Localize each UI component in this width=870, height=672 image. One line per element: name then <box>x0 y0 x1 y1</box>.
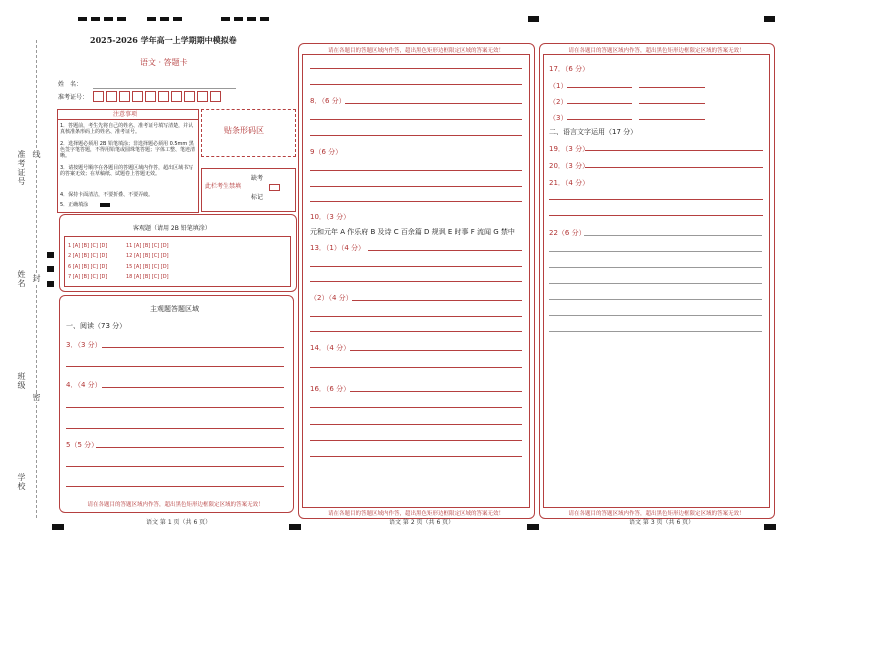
choice-row[interactable]: 18 [A] [B] [C] [D] <box>126 274 169 280</box>
answer-line[interactable] <box>639 103 705 104</box>
page-footer: 语文 第 2 页（共 6 页） <box>389 519 455 526</box>
choice-row[interactable]: 6 [A] [B] [C] [D] <box>68 264 108 270</box>
absent-mark-label: 标记 <box>251 194 264 201</box>
answer-line[interactable] <box>567 119 632 120</box>
position-marker <box>289 524 301 530</box>
barcode-label: 贴条形码区 <box>224 126 264 135</box>
question-label: 19．（3 分） <box>549 145 590 153</box>
composition-line[interactable] <box>584 235 762 236</box>
position-marker <box>528 16 539 22</box>
objective-title: 客观题（请用 2B 铅笔填涂） <box>133 225 211 232</box>
answer-line[interactable] <box>368 250 522 251</box>
fill-example-mark <box>100 203 110 207</box>
position-marker <box>247 17 256 21</box>
seal-label: 密 <box>32 393 41 402</box>
absent-box <box>201 168 296 212</box>
notice-divider <box>57 119 198 120</box>
choice-row[interactable]: 2 [A] [B] [C] [D] <box>68 253 108 259</box>
answer-line[interactable] <box>310 135 522 136</box>
position-marker <box>104 17 113 21</box>
card-subtitle: 语文 · 答题卡 <box>140 58 188 67</box>
answer-line[interactable] <box>585 150 763 151</box>
choice-row[interactable]: 1 [A] [B] [C] [D] <box>68 243 108 249</box>
question-label: 3．（3 分） <box>66 341 102 349</box>
position-marker <box>221 17 230 21</box>
notice-item: 3．请按题号顺序在各题目的答题区域内作答，超出区域书写的答案无效；在草稿纸、试题卷上答题无效。 <box>60 165 194 177</box>
answer-line[interactable] <box>350 350 522 351</box>
region-warning: 请在各题目的答题区域内作答，超出黑色矩形边框限定区域的答案无效！ <box>87 502 264 508</box>
question-label: 10．（3 分） <box>310 213 351 221</box>
answer-line[interactable] <box>310 68 522 69</box>
notice-item: 5．正确填涂 <box>60 202 89 208</box>
region-warning: 请在各题目的答题区域内作答，超出黑色矩形边框限定区域的答案无效！ <box>327 511 504 517</box>
choice-row[interactable]: 15 [A] [B] [C] [D] <box>126 264 169 270</box>
choice-row[interactable]: 11 [A] [B] [C] [D] <box>126 243 169 249</box>
choice-row[interactable]: 7 [A] [B] [C] [D] <box>68 274 108 280</box>
question-label: 8．（6 分） <box>310 97 346 105</box>
answer-line[interactable] <box>585 167 763 168</box>
side-label-class: 班级 <box>17 372 26 390</box>
question-label: 5（5 分） <box>66 441 99 449</box>
position-marker <box>764 16 775 22</box>
name-field[interactable] <box>93 88 236 89</box>
answer-line[interactable] <box>66 366 284 367</box>
question-label: 20．（3 分） <box>549 162 590 170</box>
region-warning: 请在各题目的答题区域内作答，超出黑色矩形边框限定区域的答案无效！ <box>568 48 745 54</box>
answer-line[interactable] <box>310 407 522 408</box>
position-marker <box>91 17 100 21</box>
question-label: 16．（6 分） <box>310 385 351 393</box>
answer-panel-3-inner <box>543 54 770 508</box>
notice-item: 4．保持卡面清洁，不要折叠、不要弄破。 <box>60 192 154 198</box>
answer-line[interactable] <box>310 201 522 202</box>
answer-line[interactable] <box>310 331 522 332</box>
answer-line[interactable] <box>310 456 522 457</box>
side-label-ticket: 准考证号 <box>17 150 26 186</box>
position-marker <box>47 281 54 287</box>
composition-line[interactable] <box>549 331 762 332</box>
position-marker <box>764 524 776 530</box>
question-label: 9（6 分） <box>310 148 343 156</box>
position-marker <box>47 252 54 258</box>
absent-checkbox[interactable] <box>269 184 280 191</box>
answer-line[interactable] <box>639 119 705 120</box>
question-label: 22（6 分） <box>549 229 586 237</box>
composition-line[interactable] <box>549 315 762 316</box>
composition-line[interactable] <box>549 299 762 300</box>
answer-line[interactable] <box>310 316 522 317</box>
question-label: 21．（4 分） <box>549 179 590 187</box>
sub-question-label: （1） <box>549 82 568 90</box>
answer-line[interactable] <box>549 199 763 200</box>
answer-line[interactable] <box>310 440 522 441</box>
page-footer: 语文 第 1 页（共 6 页） <box>146 519 212 526</box>
answer-line[interactable] <box>66 428 284 429</box>
question-label: 17．（6 分） <box>549 65 590 73</box>
question-label: （2）（4 分） <box>310 294 353 302</box>
position-marker <box>260 17 269 21</box>
question-label: 13．（1）（4 分） <box>310 244 366 252</box>
region-warning: 请在各题目的答题区域内作答，超出黑色矩形边框限定区域的答案无效！ <box>327 48 504 54</box>
position-marker <box>78 17 87 21</box>
position-marker <box>160 17 169 21</box>
answer-line[interactable] <box>310 424 522 425</box>
answer-line[interactable] <box>350 391 522 392</box>
choice-row[interactable]: 12 [A] [B] [C] [D] <box>126 253 169 259</box>
position-marker <box>47 266 54 272</box>
region-warning: 请在各题目的答题区域内作答，超出黑色矩形边框限定区域的答案无效！ <box>568 511 745 517</box>
absent-mark-label: 缺考 <box>251 175 264 182</box>
answer-line[interactable] <box>639 87 705 88</box>
section-heading: 二、语言文字运用（17 分） <box>549 128 638 136</box>
answer-line[interactable] <box>66 407 284 408</box>
answer-line[interactable] <box>310 281 522 282</box>
position-marker <box>527 524 539 530</box>
question-label: 14．（4 分） <box>310 344 351 352</box>
answer-line[interactable] <box>549 215 763 216</box>
question-label: 4．（4 分） <box>66 381 102 389</box>
page-footer: 语文 第 3 页（共 6 页） <box>629 519 695 526</box>
position-marker <box>52 524 64 530</box>
sub-question-label: （3） <box>549 114 568 122</box>
answer-line[interactable] <box>310 266 522 267</box>
name-label: 姓 名： <box>58 81 83 88</box>
answer-line[interactable] <box>66 466 284 467</box>
answer-line[interactable] <box>66 486 284 487</box>
page-title: 2025-2026 学年高一上学期期中模拟卷 <box>90 35 237 45</box>
ticket-label: 准考证号： <box>58 94 89 101</box>
side-label-name: 姓名 <box>17 270 26 288</box>
section-heading: 一、阅读（73 分） <box>66 322 127 330</box>
answer-line[interactable] <box>102 347 284 348</box>
answer-line[interactable] <box>310 186 522 187</box>
sub-question-label: （2） <box>549 98 568 106</box>
composition-line[interactable] <box>549 251 762 252</box>
answer-line[interactable] <box>310 119 522 120</box>
answer-line[interactable] <box>96 447 284 448</box>
answer-line[interactable] <box>310 84 522 85</box>
notice-item: 2．选择题必须用 2B 铅笔填涂；非选择题必须用 0.5mm 黑色签字笔答题，不得用铅笔或圆珠笔答题；字体工整、笔迹清晰。 <box>60 141 196 159</box>
answer-line[interactable] <box>567 87 632 88</box>
ticket-number-field[interactable] <box>93 91 223 102</box>
composition-line[interactable] <box>549 267 762 268</box>
composition-line[interactable] <box>549 283 762 284</box>
position-marker <box>117 17 126 21</box>
side-label-school: 学校 <box>17 473 26 491</box>
sentence-breaking-text: 元和元年 A 作乐府 B 及诗 C 百余篇 D 规讽 E 时事 F 流闻 G 禁中 <box>310 228 515 236</box>
answer-line[interactable] <box>102 387 284 388</box>
position-marker <box>147 17 156 21</box>
answer-line[interactable] <box>567 103 632 104</box>
position-marker <box>173 17 182 21</box>
subjective-title: 主观题答题区域 <box>150 305 199 313</box>
notice-title: 注意事项 <box>113 111 138 118</box>
answer-line[interactable] <box>352 300 522 301</box>
answer-line[interactable] <box>345 103 522 104</box>
answer-line[interactable] <box>310 170 522 171</box>
seal-label: 线 <box>32 150 41 159</box>
answer-line[interactable] <box>310 367 522 368</box>
seal-label: 封 <box>32 274 41 283</box>
absent-label: 此栏考生禁填 <box>205 183 242 190</box>
notice-item: 1．答题前，考生先将自己的姓名、准考证号填写清楚，并认真核准条形码上的姓名、准考证号。 <box>60 123 194 135</box>
position-marker <box>234 17 243 21</box>
